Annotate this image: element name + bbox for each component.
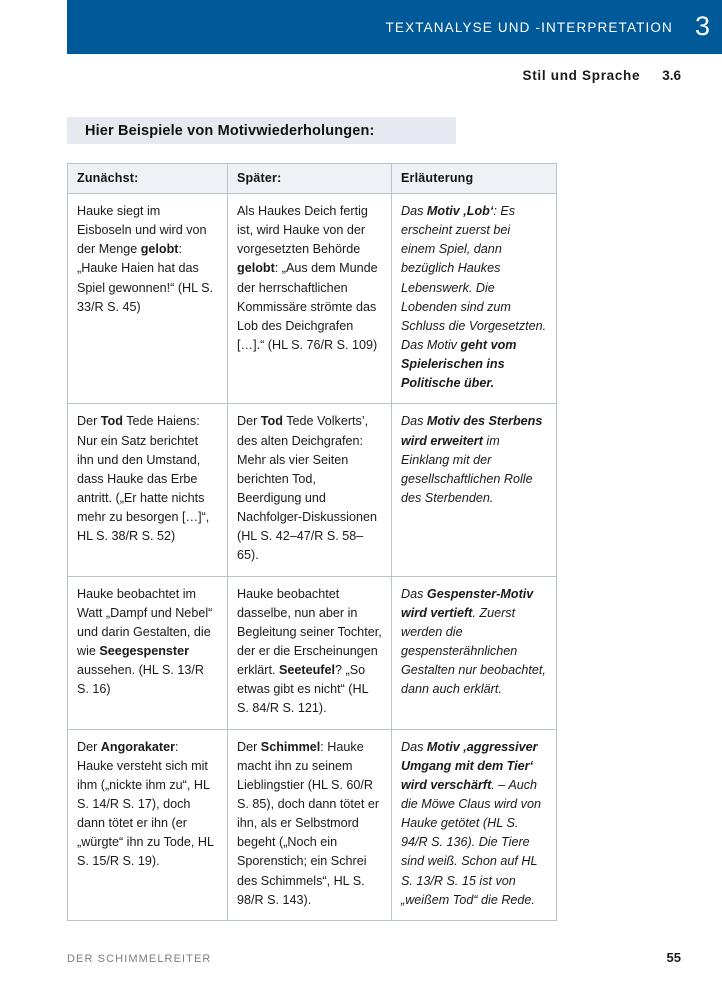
cell-spaeter [228, 729, 392, 920]
header-title: TEXTANALYSE UND -INTERPRETATION [385, 19, 673, 35]
cell-text: Als Haukes Deich fertig ist, wird Hauke von der vorgesetzten Behörde gelobt: „Aus dem Munde der herrschaftlichen Kommissäre strömte das Lob des Deichgrafen […].“ (HL S. 76/R S. 109) [237, 204, 378, 352]
chapter-number: 3 [694, 10, 710, 41]
cell-text: Hauke beobachtet dasselbe, nun aber in Begleitung seiner Tochter, der er die Erscheinungen erklärt. Seeteufel? „So etwas gibt es nicht“ (HL S. 84/R S. 121). [237, 586, 382, 716]
table-header-row [68, 164, 557, 194]
column-header-erlaeuterung: Erläuterung [392, 164, 557, 194]
cell-text: Der Tod Tede Volkerts’, des alten Deichgrafen: Mehr als vier Seiten berichten Tod, Beerdigung und Nachfolger-Diskussionen (HL S. 42–47/R S. 58–65). [237, 414, 377, 563]
section-title: Stil und Sprache [522, 68, 641, 83]
footer-book-title: DER SCHIMMELREITER [67, 953, 212, 965]
table-row [68, 404, 557, 576]
cell-spaeter [228, 194, 392, 404]
cell-erlaeuterung [392, 729, 557, 920]
callout-box [67, 117, 456, 144]
cell-text: Der Angorakater: Hauke versteht sich mit ihm („nickte ihm zu“, HL S. 14/R S. 17), doch dann tötet er ihn (er „würgte“ ihn zu Tode, HL S. 15/R S. 19). [77, 739, 214, 869]
motif-table-container [67, 163, 556, 921]
cell-erlaeuterung [392, 194, 557, 404]
cell-text: Das Motiv ‚Lob‘: Es erscheint zuerst bei einem Spiel, dann bezüglich Haukes Lebenswerk. Die Lobenden sind zum Schluss die Vorgesetzten. Das Motiv geht vom Spielerischen ins Politische über. [401, 204, 547, 391]
cell-text: Der Tod Tede Haiens: Nur ein Satz berichtet ihn und den Umstand, dass Hauke das Erbe antritt. („Er hatte nichts mehr zu besorgen […]“, HL S. 38/R S. 52) [77, 414, 210, 544]
table-body [68, 194, 557, 921]
table-row [68, 576, 557, 729]
callout-title: Hier Beispiele von Motivwiederholungen: [85, 122, 375, 139]
section-number: 3.6 [662, 68, 681, 83]
cell-text: Das Gespenster-Motiv wird vertieft. Zuerst werden die gespensterähnlichen Gestalten nur beobachtet, dann auch erklärt. [401, 586, 546, 697]
page-header-band [67, 0, 722, 54]
cell-erlaeuterung [392, 576, 557, 729]
column-header-spaeter: Später: [228, 164, 392, 194]
cell-text: Der Schimmel: Hauke macht ihn zu seinem Lieblingstier (HL S. 60/R S. 85), doch dann tötet er ihn, als er Selbstmord begeht („Noch ein Sporenstich; ein Schrei des Schimmels“, HL S. 98/R S. 143). [237, 739, 380, 907]
cell-zunaechst [68, 729, 228, 920]
page-footer [67, 950, 681, 965]
motif-repetitions-table [67, 163, 557, 921]
cell-spaeter [228, 404, 392, 576]
subheader [523, 68, 682, 83]
cell-text: Hauke siegt im Eisboseln und wird von der Menge gelobt: „Hauke Haien hat das Spiel gewonnen!“ (HL S. 33/R S. 45) [77, 204, 214, 314]
cell-erlaeuterung [392, 404, 557, 576]
cell-text: Hauke beobachtet im Watt „Dampf und Nebel“ und darin Gestalten, die wie Seegespenster aussehen. (HL S. 13/R S. 16) [77, 586, 213, 697]
table-row [68, 729, 557, 920]
cell-zunaechst [68, 576, 228, 729]
cell-zunaechst [68, 404, 228, 576]
footer-page-number: 55 [666, 950, 681, 965]
cell-text: Das Motiv des Sterbens wird erweitert im Einklang mit der gesellschaftlichen Rolle des Sterbenden. [401, 414, 543, 505]
table-row [68, 194, 557, 404]
cell-spaeter [228, 576, 392, 729]
cell-text: Das Motiv ‚aggressiver Umgang mit dem Tier‘ wird verschärft. – Auch die Möwe Claus wird von Hauke getötet (HL S. 94/R S. 136). Die Tiere sind weiß. Schon auf HL S. 13/R S. 15 ist von „weißem Tod“ die Rede. [401, 739, 541, 907]
column-header-zunaechst: Zunächst: [68, 164, 228, 194]
cell-zunaechst [68, 194, 228, 404]
